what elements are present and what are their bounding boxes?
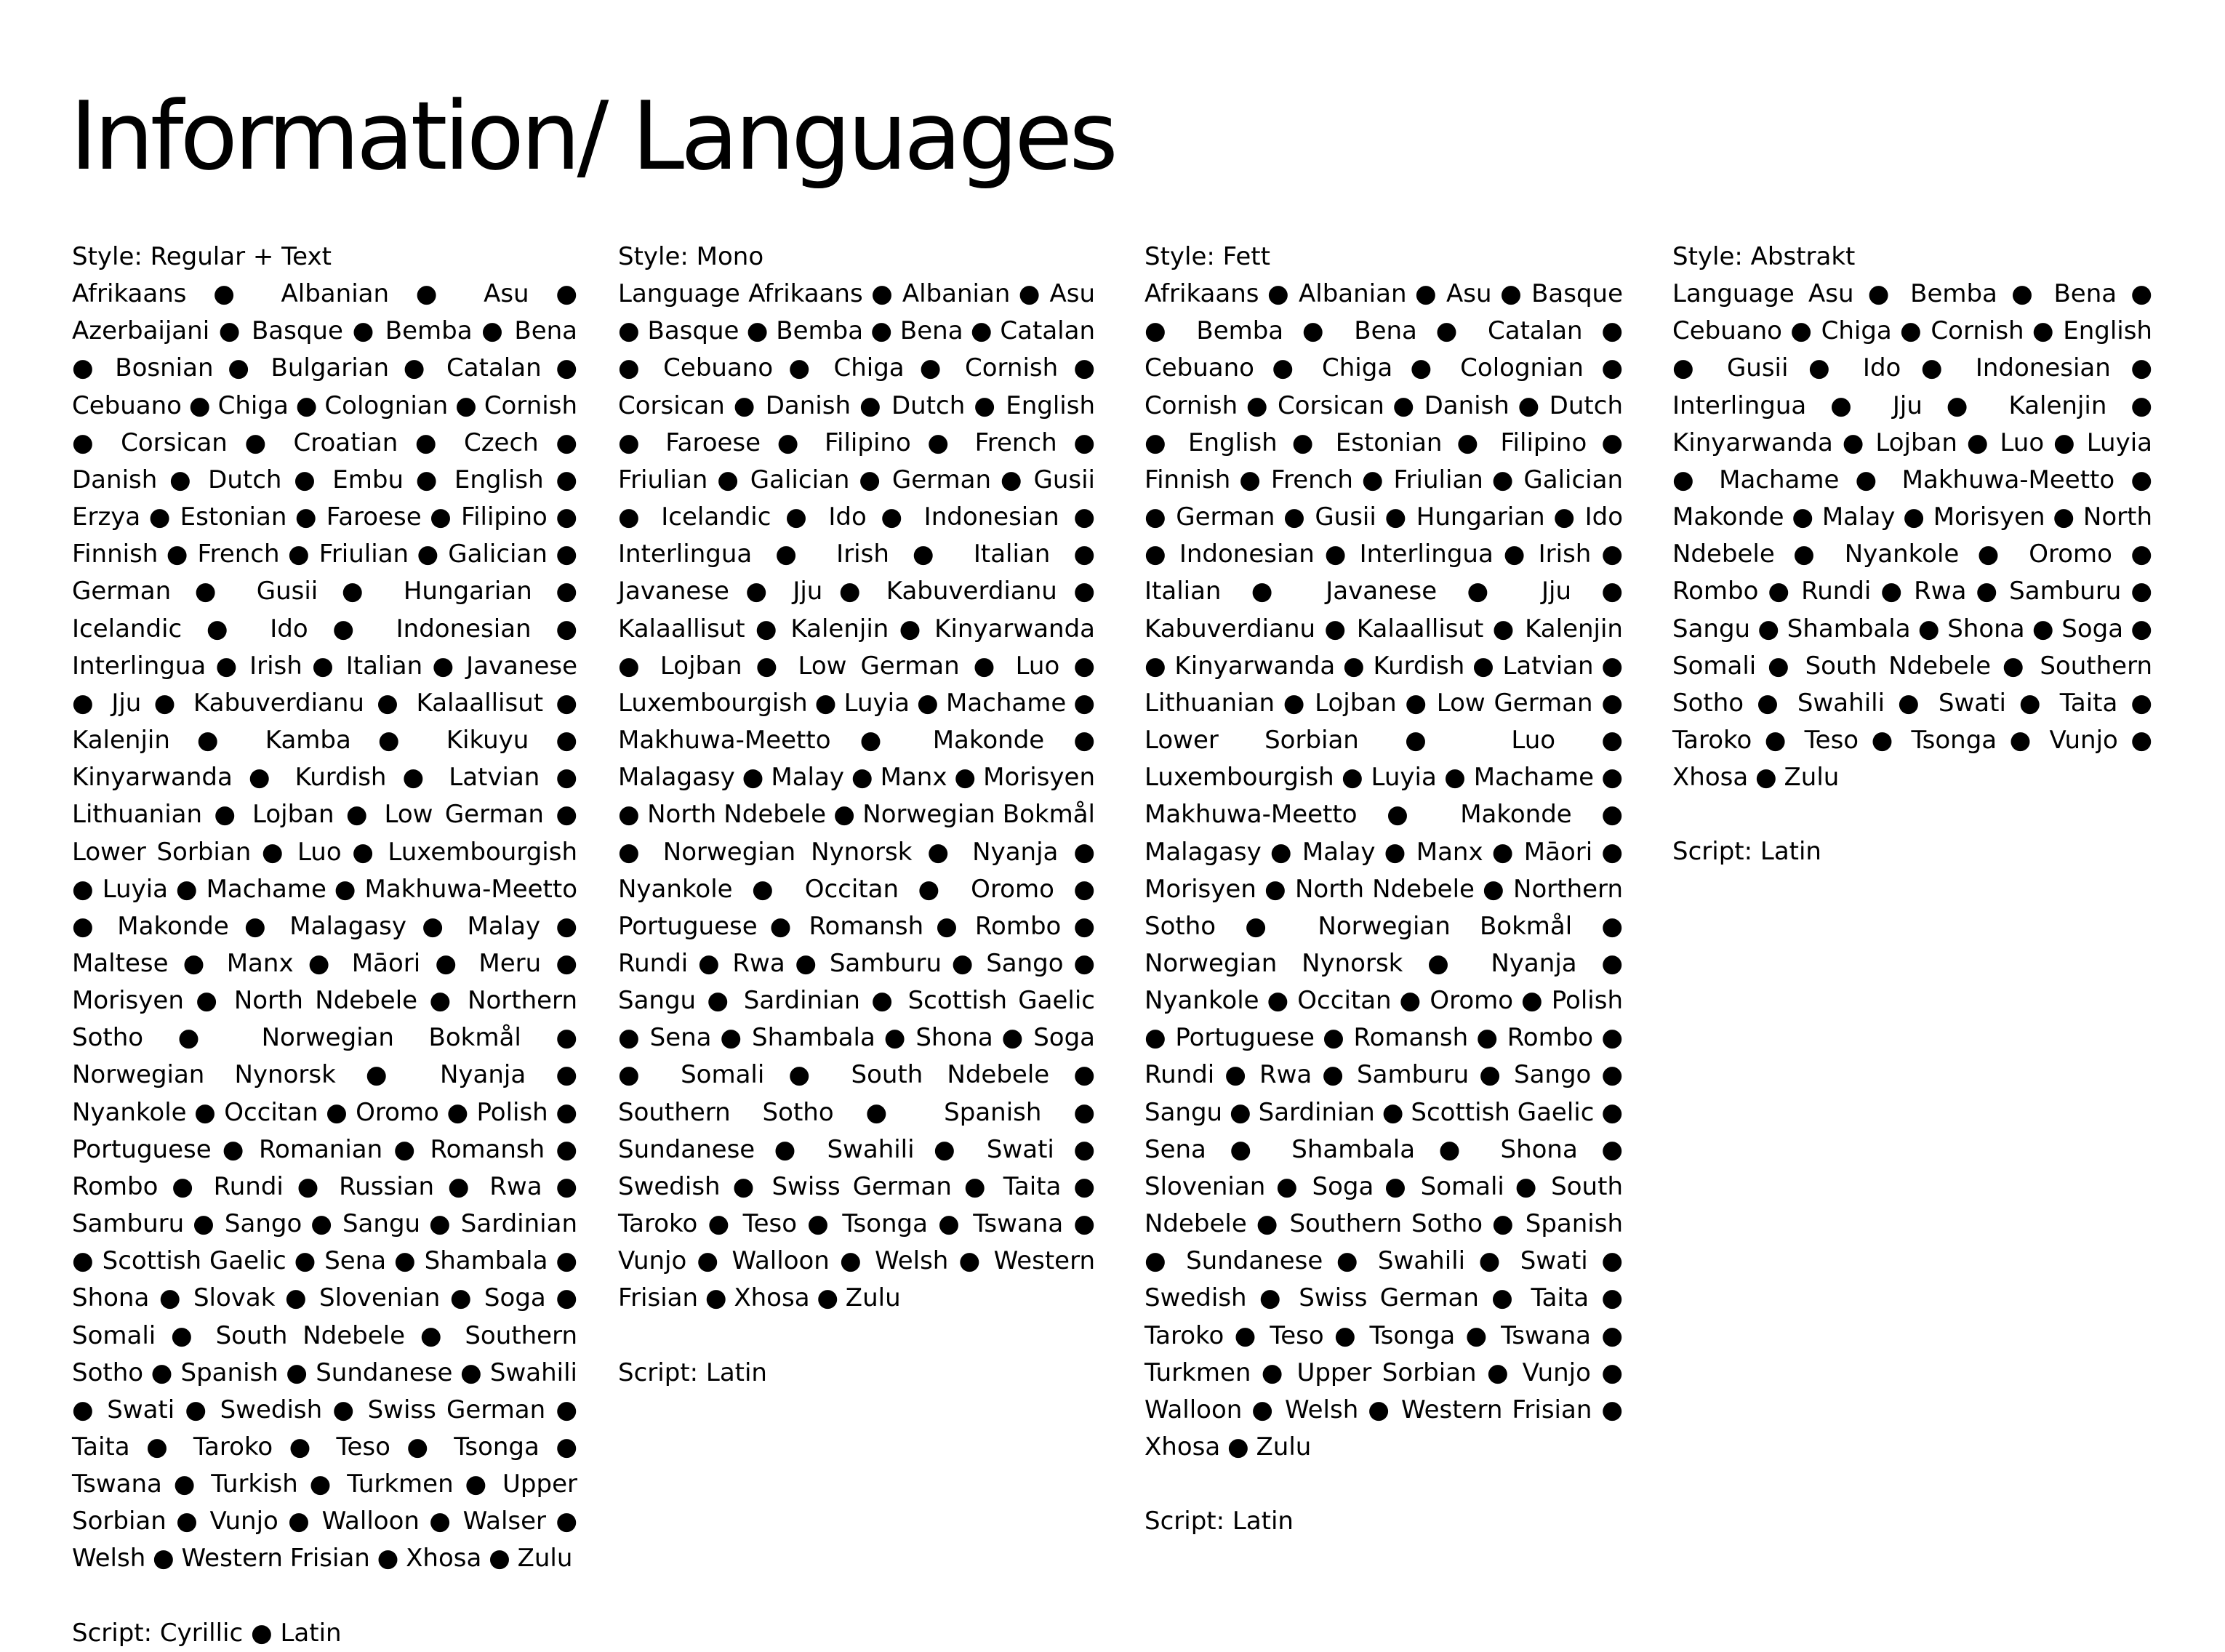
language-list: Afrikaans ● Albanian ● Asu ● Basque ● Bemba ● Bena ● Catalan ● Cebuano ● Chiga ● Colognian ● Cornish ● Corsican ● Danish ● Dutch ● English ● Estonian ● Filipino ● Finnish ● French ● Friulian ● Galician ● German ● Gusii ● Hungarian ● Ido ● Indonesian ● Interlingua ● Irish ● Italian ● Javanese ● Jju ● Kabuverdianu ● Kalaallisut ● Kalenjin ● Kinyarwanda ● Kurdish ● Latvian ● Lithuanian ● Lojban ● Low German ● Lower Sorbian ● Luo ● Luxembourgish ● Luyia ● Machame ● Makhuwa-Meetto ● Makonde ● Malagasy ● Malay ● Manx ● Māori ● Morisyen ● North Ndebele ● Northern Sotho ● Norwegian Bokmål ● Norwegian Nynorsk ● Nyanja ● Nyankole ● Occitan ● Oromo ● Polish ● Portuguese ● Romansh ● Rombo ● Rundi ● Rwa ● Samburu ● Sango ● Sangu ● Sardinian ● Scottish Gaelic ● Sena ● Shambala ● Shona ● Slovenian ● Soga ● Somali ● South Ndebele ● Southern Sotho ● Spanish ● Sundanese ● Swahili ● Swati ● Swedish ● Swiss German ● Taita ● Taroko ● Teso ● Tsonga ● Tswana ● Turkmen ● Upper Sorbian ● Vunjo ● Walloon ● Welsh ● Western Frisian ● Xhosa ● Zulu xyxy=(1144,279,1623,1461)
style-column-regular-text xyxy=(72,238,577,1652)
language-list: Language Asu ● Bemba ● Bena ● Cebuano ● Chiga ● Cornish ● English ● Gusii ● Ido ● Indonesian ● Interlingua ● Jju ● Kalenjin ● Kinyarwanda ● Lojban ● Luo ● Luyia ● Machame ● Makhuwa-Meetto ● Makonde ● Malay ● Morisyen ● North Ndebele ● Nyankole ● Oromo ● Rombo ● Rundi ● Rwa ● Samburu ● Sangu ● Shambala ● Shona ● Soga ● Somali ● South Ndebele ● Southern Sotho ● Swahili ● Swati ● Taita ● Taroko ● Teso ● Tsonga ● Vunjo ● Xhosa ● Zulu xyxy=(1672,279,2152,793)
page-title: Information/ Languages xyxy=(70,81,1115,191)
language-list: Afrikaans ● Albanian ● Asu ● Azerbaijani ● Basque ● Bemba ● Bena ● Bosnian ● Bulgarian ● Catalan ● Cebuano ● Chiga ● Colognian ● Cornish ● Corsican ● Croatian ● Czech ● Danish ● Dutch ● Embu ● English ● Erzya ● Estonian ● Faroese ● Filipino ● Finnish ● French ● Friulian ● Galician ● German ● Gusii ● Hungarian ● Icelandic ● Ido ● Indonesian ● Interlingua ● Irish ● Italian ● Javanese ● Jju ● Kabuverdianu ● Kalaallisut ● Kalenjin ● Kamba ● Kikuyu ● Kinyarwanda ● Kurdish ● Latvian ● Lithuanian ● Lojban ● Low German ● Lower Sorbian ● Luo ● Luxembourgish ● Luyia ● Machame ● Makhuwa-Meetto ● Makonde ● Malagasy ● Malay ● Maltese ● Manx ● Māori ● Meru ● Morisyen ● North Ndebele ● Northern Sotho ● Norwegian Bokmål ● Norwegian Nynorsk ● Nyanja ● Nyankole ● Occitan ● Oromo ● Polish ● Portuguese ● Romanian ● Romansh ● Rombo ● Rundi ● Russian ● Rwa ● Samburu ● Sango ● Sangu ● Sardinian ● Scottish Gaelic ● Sena ● Shambala ● Shona ● Slovak ● Slovenian ● Soga ● Somali ● South Ndebele ● Southern Sotho ● Spanish ● Sundanese ● Swahili ● Swati ● Swedish ● Swiss German ● Taita ● Taroko ● Teso ● Tsonga ● Tswana ● Turkish ● Turkmen ● Upper Sorbian ● Vunjo ● Walloon ● Walser ● Welsh ● Western Frisian ● Xhosa ● Zulu xyxy=(72,279,577,1573)
script-label: Script: Cyrillic ● Latin xyxy=(72,1618,342,1648)
style-label: Style: Fett xyxy=(1144,242,1270,271)
style-column-mono xyxy=(618,238,1095,1392)
style-column-abstrakt xyxy=(1672,238,2152,871)
style-label: Style: Regular + Text xyxy=(72,242,332,271)
language-list: Language Afrikaans ● Albanian ● Asu ● Basque ● Bemba ● Bena ● Catalan ● Cebuano ● Chiga ● Cornish ● Corsican ● Danish ● Dutch ● English ● Faroese ● Filipino ● French ● Friulian ● Galician ● German ● Gusii ● Icelandic ● Ido ● Indonesian ● Interlingua ● Irish ● Italian ● Javanese ● Jju ● Kabuverdianu ● Kalaallisut ● Kalenjin ● Kinyarwanda ● Lojban ● Low German ● Luo ● Luxembourgish ● Luyia ● Machame ● Makhuwa-Meetto ● Makonde ● Malagasy ● Malay ● Manx ● Morisyen ● North Ndebele ● Norwegian Bokmål ● Norwegian Nynorsk ● Nyanja ● Nyankole ● Occitan ● Oromo ● Portuguese ● Romansh ● Rombo ● Rundi ● Rwa ● Samburu ● Sango ● Sangu ● Sardinian ● Scottish Gaelic ● Sena ● Shambala ● Shona ● Soga ● Somali ● South Ndebele ● Southern Sotho ● Spanish ● Sundanese ● Swahili ● Swati ● Swedish ● Swiss German ● Taita ● Taroko ● Teso ● Tsonga ● Tswana ● Vunjo ● Walloon ● Welsh ● Western Frisian ● Xhosa ● Zulu xyxy=(618,279,1095,1313)
style-label: Style: Abstrakt xyxy=(1672,242,1856,271)
style-column-fett xyxy=(1144,238,1623,1540)
script-label: Script: Latin xyxy=(618,1358,767,1387)
script-label: Script: Latin xyxy=(1144,1507,1294,1536)
script-label: Script: Latin xyxy=(1672,837,1821,867)
style-label: Style: Mono xyxy=(618,242,764,271)
